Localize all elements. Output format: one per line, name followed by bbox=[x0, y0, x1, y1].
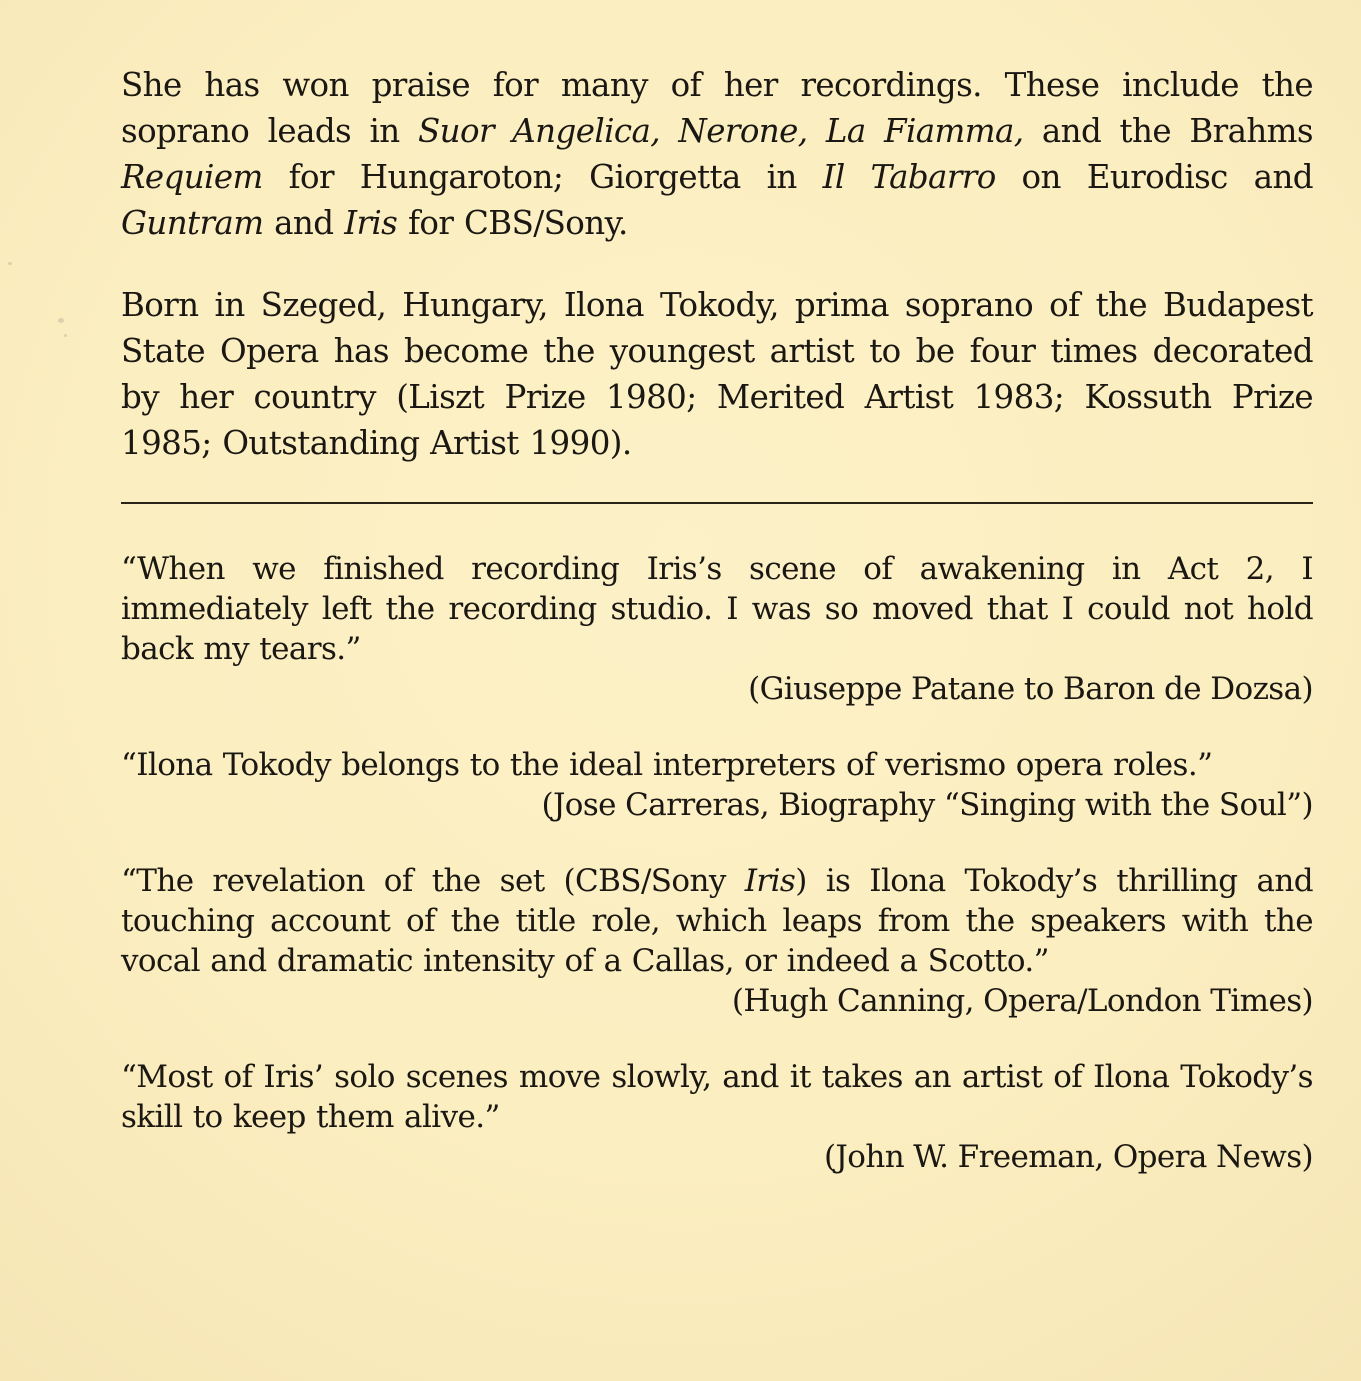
recordings-text-4: on Eurodisc and bbox=[995, 158, 1313, 196]
recordings-text-5: and bbox=[263, 204, 345, 242]
quote-block bbox=[121, 1057, 1313, 1177]
paper-speck bbox=[58, 318, 64, 323]
recordings-text-6: for CBS/Sony. bbox=[397, 204, 628, 242]
paper-speck bbox=[8, 262, 12, 265]
recordings-title-1: Suor Angelica, Nerone, La Fiamma, bbox=[418, 112, 1024, 150]
quote-attribution: (Hugh Canning, Opera/London Times) bbox=[731, 983, 1313, 1019]
recordings-text-2: and the Brahms bbox=[1023, 112, 1313, 150]
quote-block bbox=[121, 745, 1313, 825]
recordings-title-3: Il Tabarro bbox=[822, 158, 996, 196]
recordings-title-4: Guntram bbox=[121, 204, 264, 242]
quote-text bbox=[121, 861, 1313, 981]
recordings-paragraph bbox=[121, 62, 1313, 246]
quote-attribution: (Jose Carreras, Biography “Singing with the Soul”) bbox=[541, 787, 1313, 823]
quote-text: “Ilona Tokody belongs to the ideal interpreters of verismo opera roles.” bbox=[121, 747, 1213, 783]
section-divider bbox=[121, 502, 1313, 504]
text-content bbox=[121, 62, 1313, 1177]
quote-title-italic: Iris bbox=[744, 863, 796, 899]
recordings-text-1: She has won praise for many of her recordings. These include the soprano leads in bbox=[121, 66, 1313, 150]
quote-text: “When we finished recording Iris’s scene of awakening in Act 2, I immediately left the recording studio. I was so moved that I could not hold back my tears.” bbox=[121, 551, 1313, 667]
recordings-title-2: Requiem bbox=[121, 158, 263, 196]
quote-block bbox=[121, 861, 1313, 1021]
recordings-text-3: for Hungaroton; Giorgetta in bbox=[262, 158, 823, 196]
quote-text: “Most of Iris’ solo scenes move slowly, and it takes an artist of Ilona Tokody’s skill to keep them alive.” bbox=[121, 1059, 1313, 1135]
quote-text-after: ) is Ilona Tokody’s thrilling and touching account of the title role, which leaps from the speakers with the vocal and dramatic intensity of a Callas, or indeed a Scotto.” bbox=[121, 863, 1313, 979]
paper-speck bbox=[64, 334, 67, 337]
recordings-title-5: Iris bbox=[344, 204, 398, 242]
quote-block bbox=[121, 549, 1313, 709]
quote-text-before: “The revelation of the set (CBS/Sony bbox=[121, 863, 745, 899]
quote-attribution: (Giuseppe Patane to Baron de Dozsa) bbox=[748, 671, 1313, 707]
quote-attribution: (John W. Freeman, Opera News) bbox=[823, 1139, 1313, 1175]
biography-paragraph: Born in Szeged, Hungary, Ilona Tokody, prima soprano of the Budapest State Opera has become the youngest artist to be four times decorated by her country (Liszt Prize 1980; Merited Artist 1983; Kossuth Prize 1985; Outstanding Artist 1990). bbox=[121, 286, 1313, 462]
